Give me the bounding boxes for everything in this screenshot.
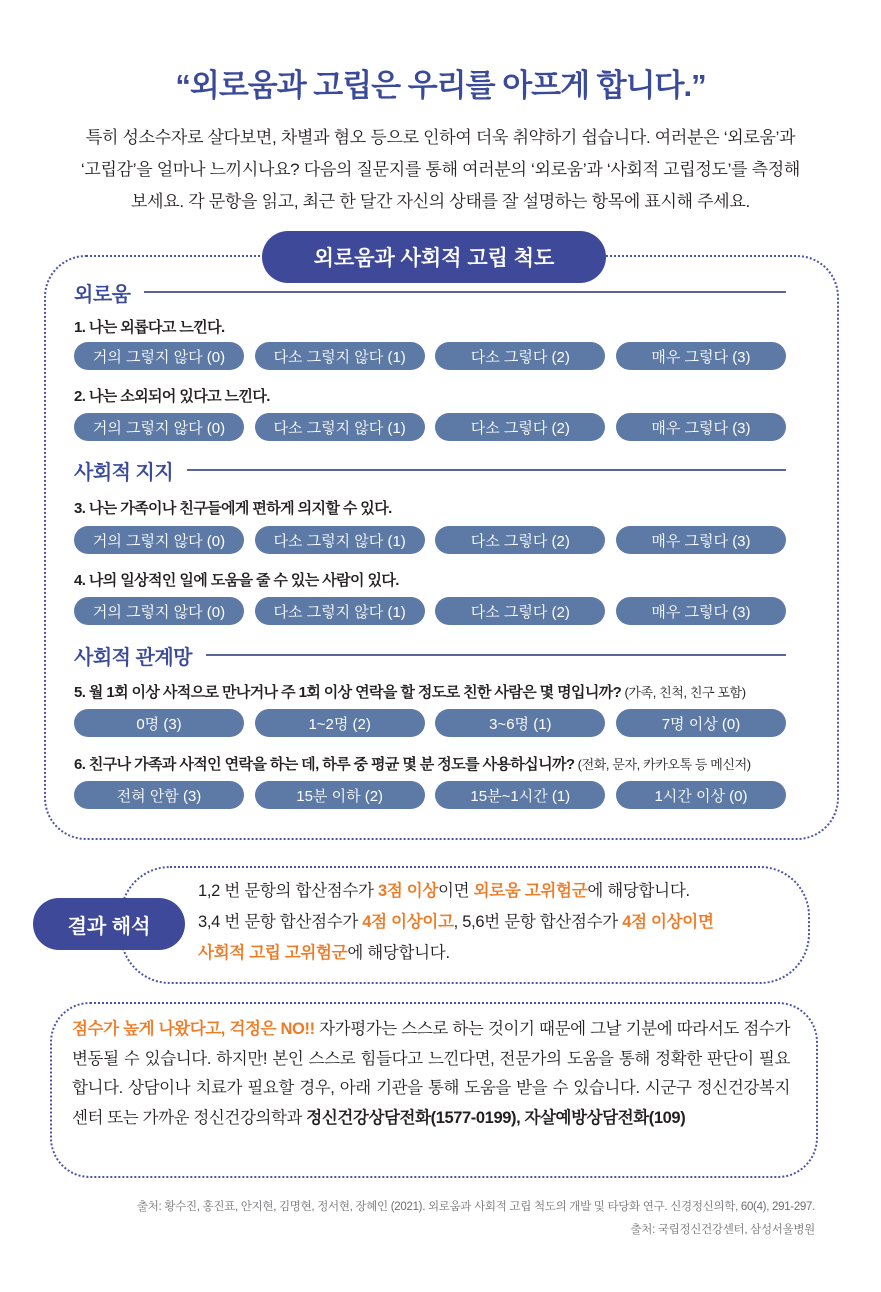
options-q3: [74, 526, 786, 554]
intro-line: 특히 성소수자로 살다보면, 차별과 혐오 등으로 인하여 더욱 취약하기 쉽습니다. 여러분은 ‘외로움’과: [85, 128, 796, 147]
section-divider: [144, 291, 786, 293]
result-span: 1,2 번 문항의 합산점수가: [198, 882, 378, 900]
note-highlight: 점수가 높게 나왔다고, 걱정은 NO!!: [72, 1020, 315, 1038]
option-button[interactable]: 다소 그렇다 (2): [435, 342, 605, 370]
result-highlight: 4점 이상이면: [622, 913, 714, 931]
hotline-numbers: 정신건강상담전화(1577-0199), 자살예방상담전화(109): [306, 1108, 686, 1127]
result-text: [198, 876, 798, 969]
result-label: 결과 해석: [33, 898, 185, 950]
option-button[interactable]: 전혀 안함 (3): [74, 781, 244, 809]
question-text: 6. 친구나 가족과 사적인 연락을 하는 데, 하루 중 평균 몇 분 정도를 사용하십니까?: [74, 756, 575, 773]
result-line-2: [198, 907, 798, 938]
question-note: (전화, 문자, 카카오톡 등 메신저): [574, 757, 751, 772]
option-button[interactable]: 거의 그렇지 않다 (0): [74, 342, 244, 370]
option-button[interactable]: 매우 그렇다 (3): [616, 413, 786, 441]
section-label: 외로움: [74, 283, 131, 306]
question-note: (가족, 친척, 친구 포함): [621, 685, 746, 700]
result-span: 에 해당합니다.: [587, 882, 690, 900]
option-button[interactable]: 1~2명 (2): [255, 709, 425, 737]
option-button[interactable]: 다소 그렇지 않다 (1): [255, 526, 425, 554]
section-header-social-network: [74, 640, 786, 670]
question-2: 2. 나는 소외되어 있다고 느낀다.: [74, 388, 270, 405]
result-span: 에 해당합니다.: [347, 944, 450, 962]
option-button[interactable]: 거의 그렇지 않다 (0): [74, 413, 244, 441]
option-button[interactable]: 매우 그렇다 (3): [616, 597, 786, 625]
section-header-social-support: [74, 455, 786, 485]
option-button[interactable]: 다소 그렇다 (2): [435, 413, 605, 441]
result-highlight: 사회적 고립 고위험군: [198, 944, 348, 962]
options-q6: [74, 781, 786, 809]
options-q1: [74, 342, 786, 370]
section-label: 사회적 관계망: [74, 646, 192, 669]
source-credit: 출처: 국립정신건강센터, 삼성서울병원: [630, 1224, 815, 1236]
option-button[interactable]: 다소 그렇다 (2): [435, 597, 605, 625]
option-button[interactable]: 다소 그렇지 않다 (1): [255, 342, 425, 370]
intro-text: [30, 122, 851, 218]
section-divider: [187, 469, 786, 471]
intro-line: ‘고립감’을 얼마나 느끼시나요? 다음의 질문지를 통해 여러분의 ‘외로움’과 ‘사회적 고립정도’를 측정해: [80, 160, 801, 179]
result-highlight: 외로움 고위험군: [473, 882, 588, 900]
note-body: 자가평가는 스스로 하는 것이기 때문에 그날 기분에 따라서도 점수가 변동될 수 있습니다. 하지만! 본인 스스로 힘들다고 느낀다면, 전문가의 도움을 통해 정확한 판단이 필요합니다. 상담이나 치료가 필요할 경우, 아래 기관을 통해 도움을 받을 수 있습니다. 시군구 정신건강복지센터 또는 가까운 정신건강의학과: [72, 1020, 790, 1127]
option-button[interactable]: 매우 그렇다 (3): [616, 342, 786, 370]
option-button[interactable]: 다소 그렇지 않다 (1): [255, 413, 425, 441]
options-q2: [74, 413, 786, 441]
question-5: [74, 681, 746, 702]
source-citation: 출처: 황수진, 홍진표, 안지현, 김명현, 정서현, 장혜인 (2021). 외로움과 사회적 고립 척도의 개발 및 타당화 연구. 신경정신의학, 60(4), 291-297.: [136, 1201, 815, 1213]
question-4: 4. 나의 일상적인 일에 도움을 줄 수 있는 사람이 있다.: [74, 572, 399, 589]
question-3: 3. 나는 가족이나 친구들에게 편하게 의지할 수 있다.: [74, 500, 392, 517]
result-line-3: [198, 938, 798, 969]
options-q4: [74, 597, 786, 625]
note-text: [72, 1015, 790, 1133]
intro-line: 보세요. 각 문항을 읽고, 최근 한 달간 자신의 상태를 잘 설명하는 항목에 표시해 주세요.: [131, 192, 750, 211]
result-highlight: 3점 이상: [377, 882, 439, 900]
options-q5: [74, 709, 786, 737]
result-span: , 5,6번 문항 합산점수가: [453, 913, 623, 931]
option-button[interactable]: 0명 (3): [74, 709, 244, 737]
section-header-loneliness: [74, 277, 786, 307]
option-button[interactable]: 7명 이상 (0): [616, 709, 786, 737]
option-button[interactable]: 다소 그렇지 않다 (1): [255, 597, 425, 625]
option-button[interactable]: 3~6명 (1): [435, 709, 605, 737]
scale-title: 외로움과 사회적 고립 척도: [262, 231, 606, 283]
section-divider: [206, 654, 786, 656]
option-button[interactable]: 15분~1시간 (1): [435, 781, 605, 809]
section-label: 사회적 지지: [74, 461, 174, 484]
result-span: 이면: [438, 882, 474, 900]
option-button[interactable]: 15분 이하 (2): [255, 781, 425, 809]
question-6: [74, 753, 751, 774]
result-line-1: [198, 876, 798, 907]
question-1: 1. 나는 외롭다고 느낀다.: [74, 319, 225, 336]
question-text: 5. 월 1회 이상 사적으로 만나거나 주 1회 이상 연락을 할 정도로 친한 사람은 몇 명입니까?: [74, 684, 622, 701]
option-button[interactable]: 거의 그렇지 않다 (0): [74, 597, 244, 625]
option-button[interactable]: 거의 그렇지 않다 (0): [74, 526, 244, 554]
result-highlight: 4점 이상이고: [362, 913, 454, 931]
option-button[interactable]: 1시간 이상 (0): [616, 781, 786, 809]
result-span: 3,4 번 문항 합산점수가: [198, 913, 363, 931]
option-button[interactable]: 매우 그렇다 (3): [616, 526, 786, 554]
option-button[interactable]: 다소 그렇다 (2): [435, 526, 605, 554]
page-title: “외로움과 고립은 우리를 아프게 합니다.”: [175, 68, 706, 103]
